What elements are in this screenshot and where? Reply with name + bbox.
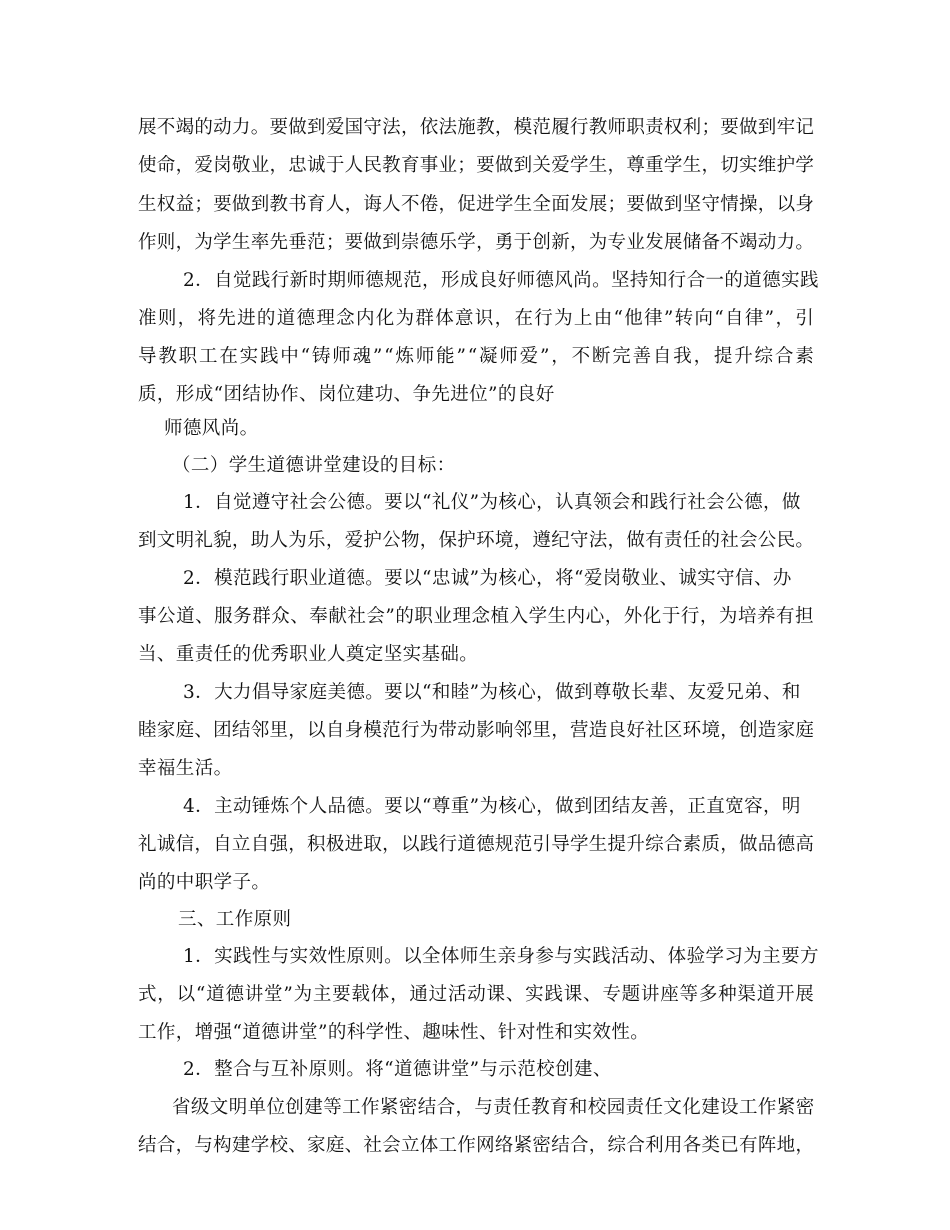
text-line-5: 2．自觉践行新时期师德规范，形成良好师德风尚。坚持知行合一的道德实践 [183, 270, 819, 291]
text-line-28: 结 合 ， 与 构 建 学 校 、 家 庭 、 社 会 立 体 工 作 网 络 紧 密 结 合 ， 综 合 利 用 各 类 已 有 阵 地 ， [138, 1135, 814, 1156]
text-line-25: 工作，增强“道德讲堂”的科学性、趣味性、针对性和实效性。 [138, 1022, 650, 1043]
text-line-1: 展 不 竭 的 动 力 。 要 做 到 爱 国 守 法 ， 依 法 施 教 ， 模 范 履 行 教 师 职 责 权 利 ； 要 做 到 牢 记 [138, 117, 814, 138]
text-line-17: 睦 家 庭 、 团 结 邻 里 ， 以 自 身 模 范 行 为 带 动 影 响 邻 里 ， 营 造 良 好 社 区 环 境 ， 创 造 家 庭 [138, 720, 814, 741]
text-line-24: 式 ， 以 “ 道 德 讲 堂 ” 为 主 要 载 体 ， 通 过 活 动 课 、 实 践 课 、 专 题 讲 座 等 多 种 渠 道 开 展 [138, 984, 814, 1005]
section-heading-work-principles: 三、工作原则 [178, 909, 292, 930]
text-line-6: 准 则 ， 将 先 进 的 道 德 理 念 内 化 为 群 体 意 识 ， 在 行 为 上 由 “ 他 律 ” 转 向 “ 自 律 ” ， 引 [138, 308, 814, 329]
text-line-15: 当、重责任的优秀职业人奠定坚实基础。 [138, 644, 479, 665]
text-line-13: 2．模范践行职业道德。要以“忠诚”为核心，将“爱岗敬业、诚实守信、办 [183, 568, 792, 589]
text-line-12: 到 文 明 礼 貌 ， 助 人 为 乐 ， 爱 护 公 物 ， 保 护 环 境 ， 遵 纪 守 法 ， 做 有 责 任 的 社 会 公 民 。 [138, 530, 814, 551]
text-line-4: 作 则 ， 为 学 生 率 先 垂 范 ； 要 做 到 崇 德 乐 学 ， 勇 于 创 新 ， 为 专 业 发 展 储 备 不 竭 动 力 。 [138, 232, 814, 253]
text-line-19: 4．主动锤炼个人品德。要以“尊重”为核心，做到团结友善，正直宽容，明 [183, 796, 801, 817]
section-heading-student-goals: （二）学生道德讲堂建设的目标： [172, 455, 456, 476]
text-line-3: 生 权 益 ； 要 做 到 教 书 育 人 ， 诲 人 不 倦 ， 促 进 学 生 全 面 发 展 ； 要 做 到 坚 守 情 操 ， 以 身 [138, 194, 814, 215]
text-line-20: 礼 诚 信 ， 自 立 自 强 ， 积 极 进 取 ， 以 践 行 道 德 规 范 引 导 学 生 提 升 综 合 素 质 ， 做 品 德 高 [138, 834, 814, 855]
text-line-18: 幸福生活。 [138, 758, 233, 779]
text-line-23: 1．实践性与实效性原则。以全体师生亲身参与实践活动、体验学习为主要方 [183, 946, 819, 967]
text-line-14: 事 公 道 、 服 务 群 众 、 奉 献 社 会 ” 的 职 业 理 念 植 入 学 生 内 心 ， 外 化 于 行 ， 为 培 养 有 担 [138, 606, 814, 627]
text-line-8: 质，形成“团结协作、岗位建功、争先进位”的良好 [138, 384, 555, 405]
text-line-7: 导 教 职 工 在 实 践 中 “ 铸 师 魂 ” “ 炼 师 能 ” “ 凝 师 爱 ” ， 不 断 完 善 自 我 ， 提 升 综 合 素 [138, 346, 814, 367]
text-line-9: 师德风尚。 [164, 418, 259, 439]
text-line-21: 尚的中职学子。 [138, 872, 271, 893]
text-line-27: 省级文明单位创建等工作紧密结合，与责任教育和校园责任文化建设工作紧密 [172, 1097, 815, 1118]
text-line-11: 1．自觉遵守社会公德。要以“礼仪”为核心，认真领会和践行社会公德，做 [183, 492, 801, 513]
text-line-16: 3．大力倡导家庭美德。要以“和睦”为核心，做到尊敬长辈、友爱兄弟、和 [183, 682, 801, 703]
text-line-2: 使 命 ， 爱 岗 敬 业 ， 忠 诚 于 人 民 教 育 事 业 ； 要 做 到 关 爱 学 生 ， 尊 重 学 生 ， 切 实 维 护 学 [138, 155, 814, 176]
text-line-26: 2．整合与互补原则。将“道德讲堂”与示范校创建、 [183, 1059, 612, 1080]
